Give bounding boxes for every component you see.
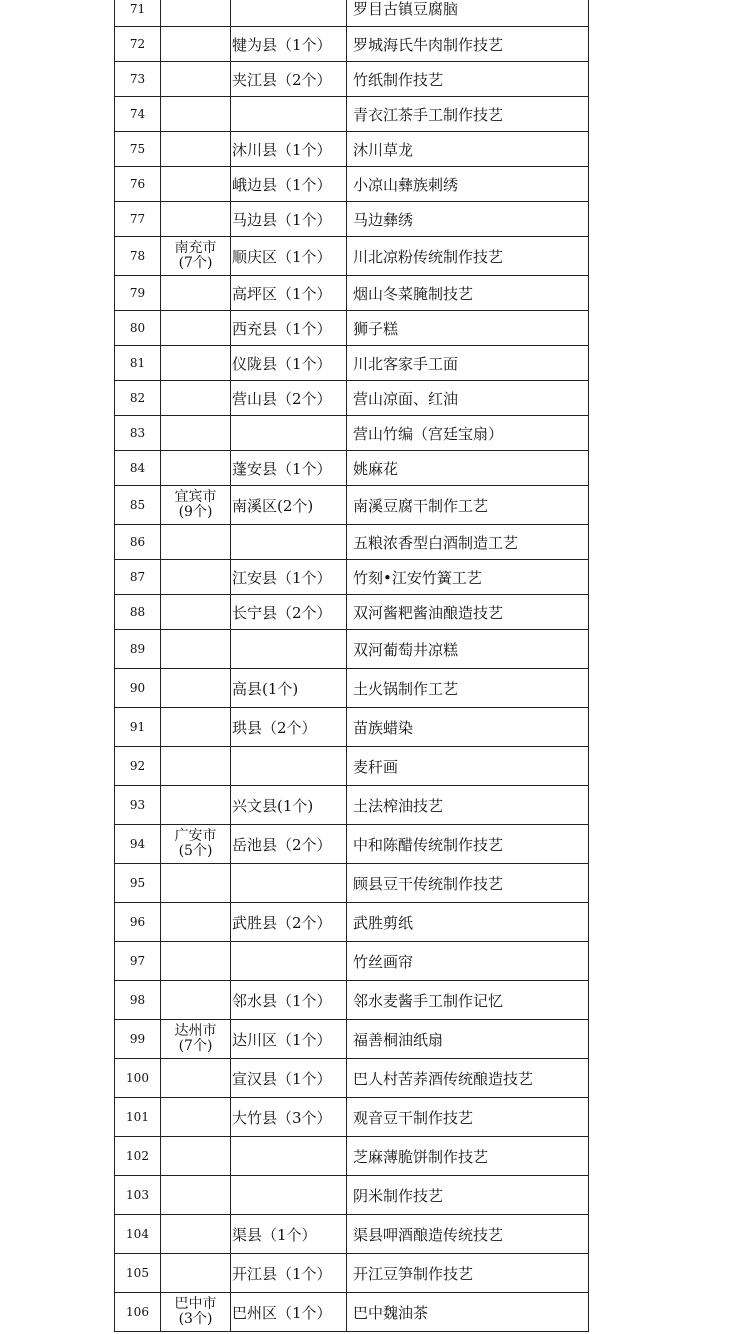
city-count: (9个) bbox=[178, 504, 213, 520]
city-cell bbox=[161, 97, 231, 132]
city-cell bbox=[161, 1215, 231, 1254]
county-cell: 营山县（2个） bbox=[231, 381, 347, 416]
county-cell: 邻水县（1个） bbox=[231, 981, 347, 1020]
county-cell: 长宁县（2个） bbox=[231, 595, 347, 630]
heritage-item-cell: 苗族蜡染 bbox=[347, 708, 589, 747]
row-number-cell: 73 bbox=[115, 62, 161, 97]
row-number-cell: 94 bbox=[115, 825, 161, 864]
city-cell bbox=[161, 942, 231, 981]
table-row bbox=[115, 1215, 589, 1254]
table-row bbox=[115, 1176, 589, 1215]
row-number-cell: 87 bbox=[115, 560, 161, 595]
city-cell bbox=[161, 416, 231, 451]
city-cell bbox=[161, 381, 231, 416]
county-cell: 大竹县（3个） bbox=[231, 1098, 347, 1137]
county-cell: 珙县（2个） bbox=[231, 708, 347, 747]
city-cell bbox=[161, 237, 231, 276]
heritage-item-cell: 竹刻•江安竹簧工艺 bbox=[347, 560, 589, 595]
heritage-item-cell: 开江豆笋制作技艺 bbox=[347, 1254, 589, 1293]
row-number-cell: 105 bbox=[115, 1254, 161, 1293]
row-number-cell: 84 bbox=[115, 451, 161, 486]
table-row bbox=[115, 708, 589, 747]
row-number-cell: 89 bbox=[115, 630, 161, 669]
table-row bbox=[115, 786, 589, 825]
table-row bbox=[115, 1293, 589, 1332]
county-cell: 顺庆区（1个） bbox=[231, 237, 347, 276]
heritage-item-cell: 营山竹编（宫廷宝扇） bbox=[347, 416, 589, 451]
heritage-item-cell: 小凉山彝族刺绣 bbox=[347, 167, 589, 202]
city-cell bbox=[161, 786, 231, 825]
county-cell: 南溪区(2个) bbox=[231, 486, 347, 525]
row-number-cell: 83 bbox=[115, 416, 161, 451]
heritage-item-cell: 顾县豆干传统制作技艺 bbox=[347, 864, 589, 903]
row-number-cell: 72 bbox=[115, 27, 161, 62]
county-cell: 武胜县（2个） bbox=[231, 903, 347, 942]
county-cell bbox=[231, 0, 347, 27]
county-cell: 沐川县（1个） bbox=[231, 132, 347, 167]
city-cell bbox=[161, 981, 231, 1020]
heritage-item-cell: 阴米制作技艺 bbox=[347, 1176, 589, 1215]
row-number-cell: 86 bbox=[115, 525, 161, 560]
city-cell bbox=[161, 167, 231, 202]
row-number-cell: 81 bbox=[115, 346, 161, 381]
county-cell: 达川区（1个） bbox=[231, 1020, 347, 1059]
city-cell bbox=[161, 1254, 231, 1293]
city-count: (5个) bbox=[178, 843, 213, 859]
table-row bbox=[115, 132, 589, 167]
city-cell bbox=[161, 1176, 231, 1215]
row-number-cell: 102 bbox=[115, 1137, 161, 1176]
heritage-item-cell: 巴中魏油茶 bbox=[347, 1293, 589, 1332]
heritage-item-cell: 青衣江茶手工制作技艺 bbox=[347, 97, 589, 132]
city-cell bbox=[161, 595, 231, 630]
county-cell: 宣汉县（1个） bbox=[231, 1059, 347, 1098]
heritage-item-cell: 狮子糕 bbox=[347, 311, 589, 346]
row-number-cell: 79 bbox=[115, 276, 161, 311]
row-number-cell: 99 bbox=[115, 1020, 161, 1059]
city-cell bbox=[161, 132, 231, 167]
row-number-cell: 76 bbox=[115, 167, 161, 202]
city-name: 达州市 bbox=[174, 1023, 217, 1039]
city-cell bbox=[161, 311, 231, 346]
heritage-item-cell: 营山凉面、红油 bbox=[347, 381, 589, 416]
table-row bbox=[115, 167, 589, 202]
table-row bbox=[115, 595, 589, 630]
table-row bbox=[115, 630, 589, 669]
table-row bbox=[115, 381, 589, 416]
table-row bbox=[115, 864, 589, 903]
city-name: 广安市 bbox=[174, 828, 217, 844]
row-number-cell: 100 bbox=[115, 1059, 161, 1098]
row-number-cell: 101 bbox=[115, 1098, 161, 1137]
city-cell bbox=[161, 560, 231, 595]
table-row bbox=[115, 1020, 589, 1059]
heritage-item-cell: 巴人村苦荞酒传统酿造技艺 bbox=[347, 1059, 589, 1098]
county-cell: 高坪区（1个） bbox=[231, 276, 347, 311]
table-row bbox=[115, 346, 589, 381]
county-cell: 仪陇县（1个） bbox=[231, 346, 347, 381]
heritage-item-cell: 渠县呷酒酿造传统技艺 bbox=[347, 1215, 589, 1254]
county-cell bbox=[231, 525, 347, 560]
table-row bbox=[115, 276, 589, 311]
county-cell: 高县(1个) bbox=[231, 669, 347, 708]
table-row bbox=[115, 486, 589, 525]
heritage-item-cell: 五粮浓香型白酒制造工艺 bbox=[347, 525, 589, 560]
city-cell bbox=[161, 451, 231, 486]
heritage-item-cell: 观音豆干制作技艺 bbox=[347, 1098, 589, 1137]
city-cell bbox=[161, 62, 231, 97]
heritage-item-cell: 土火锅制作工艺 bbox=[347, 669, 589, 708]
heritage-item-cell: 马边彝绣 bbox=[347, 202, 589, 237]
row-number-cell: 78 bbox=[115, 237, 161, 276]
city-cell bbox=[161, 0, 231, 27]
heritage-item-cell: 罗目古镇豆腐脑 bbox=[347, 0, 589, 27]
county-cell: 犍为县（1个） bbox=[231, 27, 347, 62]
row-number-cell: 88 bbox=[115, 595, 161, 630]
row-number-cell: 85 bbox=[115, 486, 161, 525]
city-cell bbox=[161, 346, 231, 381]
table-row bbox=[115, 525, 589, 560]
row-number-cell: 104 bbox=[115, 1215, 161, 1254]
heritage-item-cell: 中和陈醋传统制作技艺 bbox=[347, 825, 589, 864]
table-row bbox=[115, 27, 589, 62]
city-cell bbox=[161, 825, 231, 864]
heritage-item-cell: 双河葡萄井凉糕 bbox=[347, 630, 589, 669]
table-row bbox=[115, 669, 589, 708]
city-cell bbox=[161, 1098, 231, 1137]
row-number-cell: 91 bbox=[115, 708, 161, 747]
table-row bbox=[115, 1059, 589, 1098]
county-cell: 蓬安县（1个） bbox=[231, 451, 347, 486]
table-row bbox=[115, 451, 589, 486]
county-cell: 渠县（1个） bbox=[231, 1215, 347, 1254]
table-row bbox=[115, 1137, 589, 1176]
county-cell bbox=[231, 630, 347, 669]
row-number-cell: 77 bbox=[115, 202, 161, 237]
row-number-cell: 93 bbox=[115, 786, 161, 825]
row-number-cell: 80 bbox=[115, 311, 161, 346]
table-row bbox=[115, 981, 589, 1020]
county-cell: 马边县（1个） bbox=[231, 202, 347, 237]
city-cell bbox=[161, 525, 231, 560]
heritage-item-cell: 麦秆画 bbox=[347, 747, 589, 786]
row-number-cell: 92 bbox=[115, 747, 161, 786]
table-row bbox=[115, 825, 589, 864]
county-cell: 西充县（1个） bbox=[231, 311, 347, 346]
row-number-cell: 95 bbox=[115, 864, 161, 903]
heritage-item-cell: 烟山冬菜腌制技艺 bbox=[347, 276, 589, 311]
heritage-item-cell: 川北凉粉传统制作技艺 bbox=[347, 237, 589, 276]
city-cell bbox=[161, 708, 231, 747]
heritage-item-cell: 武胜剪纸 bbox=[347, 903, 589, 942]
heritage-item-cell: 竹丝画帘 bbox=[347, 942, 589, 981]
table-row bbox=[115, 560, 589, 595]
city-cell bbox=[161, 864, 231, 903]
city-count: (3个) bbox=[178, 1311, 213, 1327]
city-name: 巴中市 bbox=[174, 1296, 217, 1312]
row-number-cell: 82 bbox=[115, 381, 161, 416]
row-number-cell: 98 bbox=[115, 981, 161, 1020]
city-cell bbox=[161, 202, 231, 237]
county-cell: 江安县（1个） bbox=[231, 560, 347, 595]
table-row bbox=[115, 416, 589, 451]
table-row bbox=[115, 311, 589, 346]
row-number-cell: 90 bbox=[115, 669, 161, 708]
county-cell: 岳池县（2个） bbox=[231, 825, 347, 864]
city-cell bbox=[161, 1293, 231, 1332]
county-cell: 开江县（1个） bbox=[231, 1254, 347, 1293]
heritage-item-cell: 竹纸制作技艺 bbox=[347, 62, 589, 97]
heritage-item-cell: 芝麻薄脆饼制作技艺 bbox=[347, 1137, 589, 1176]
heritage-item-cell: 土法榨油技艺 bbox=[347, 786, 589, 825]
heritage-item-cell: 南溪豆腐干制作工艺 bbox=[347, 486, 589, 525]
city-count: (7个) bbox=[178, 255, 213, 271]
row-number-cell: 74 bbox=[115, 97, 161, 132]
table-row bbox=[115, 0, 589, 27]
table-row bbox=[115, 202, 589, 237]
row-number-cell: 96 bbox=[115, 903, 161, 942]
county-cell bbox=[231, 747, 347, 786]
county-cell bbox=[231, 942, 347, 981]
row-number-cell: 71 bbox=[115, 0, 161, 27]
county-cell bbox=[231, 864, 347, 903]
table-row bbox=[115, 1098, 589, 1137]
county-cell: 巴州区（1个） bbox=[231, 1293, 347, 1332]
county-cell: 峨边县（1个） bbox=[231, 167, 347, 202]
city-cell bbox=[161, 27, 231, 62]
city-cell bbox=[161, 903, 231, 942]
row-number-cell: 103 bbox=[115, 1176, 161, 1215]
city-cell bbox=[161, 747, 231, 786]
heritage-item-cell: 川北客家手工面 bbox=[347, 346, 589, 381]
city-cell bbox=[161, 276, 231, 311]
table-row bbox=[115, 97, 589, 132]
heritage-item-cell: 邻水麦酱手工制作记忆 bbox=[347, 981, 589, 1020]
city-name: 南充市 bbox=[174, 240, 217, 256]
heritage-item-cell: 罗城海氏牛肉制作技艺 bbox=[347, 27, 589, 62]
row-number-cell: 75 bbox=[115, 132, 161, 167]
row-number-cell: 106 bbox=[115, 1293, 161, 1332]
city-count: (7个) bbox=[178, 1038, 213, 1054]
city-cell bbox=[161, 669, 231, 708]
county-cell: 夹江县（2个） bbox=[231, 62, 347, 97]
county-cell bbox=[231, 1137, 347, 1176]
county-cell bbox=[231, 1176, 347, 1215]
table-row bbox=[115, 237, 589, 276]
table-body bbox=[115, 0, 589, 1332]
table-row bbox=[115, 942, 589, 981]
county-cell: 兴文县(1个) bbox=[231, 786, 347, 825]
heritage-item-cell: 福善桐油纸扇 bbox=[347, 1020, 589, 1059]
city-cell bbox=[161, 1059, 231, 1098]
city-cell bbox=[161, 630, 231, 669]
county-cell bbox=[231, 416, 347, 451]
table-row bbox=[115, 62, 589, 97]
heritage-table-page bbox=[114, 0, 589, 1332]
heritage-table bbox=[114, 0, 589, 1332]
city-name: 宜宾市 bbox=[174, 489, 217, 505]
table-row bbox=[115, 903, 589, 942]
table-row bbox=[115, 747, 589, 786]
heritage-item-cell: 姚麻花 bbox=[347, 451, 589, 486]
county-cell bbox=[231, 97, 347, 132]
row-number-cell: 97 bbox=[115, 942, 161, 981]
city-cell bbox=[161, 1020, 231, 1059]
city-cell bbox=[161, 1137, 231, 1176]
table-row bbox=[115, 1254, 589, 1293]
heritage-item-cell: 双河酱粑酱油酿造技艺 bbox=[347, 595, 589, 630]
heritage-item-cell: 沐川草龙 bbox=[347, 132, 589, 167]
city-cell bbox=[161, 486, 231, 525]
